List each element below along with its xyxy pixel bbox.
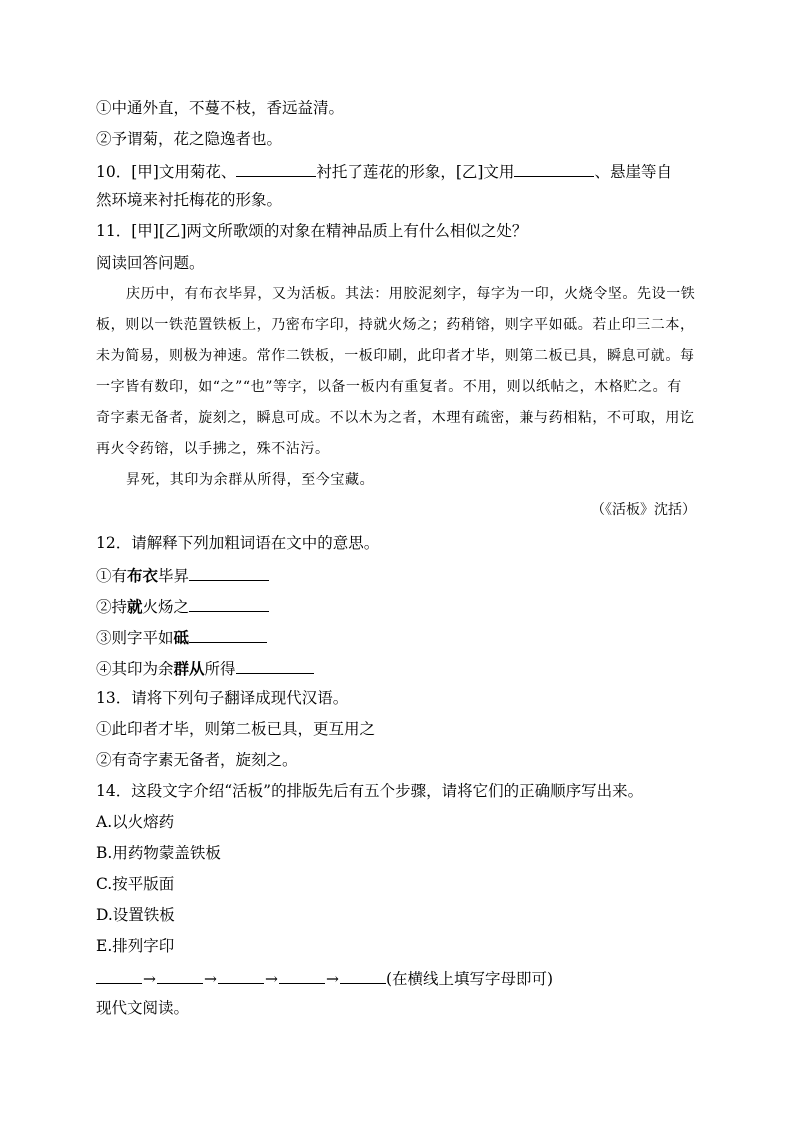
q14-option-e: E.排列字印: [96, 937, 175, 955]
q10-text-a: 10．[甲]文用菊花、: [96, 163, 237, 181]
q12-item-3-bold: 砥: [173, 628, 190, 647]
q12-item-1: [96, 564, 269, 586]
reading-prompt: 阅读回答问题。: [96, 254, 205, 272]
q14-answer-row: [96, 967, 553, 989]
q14-blank-4[interactable]: [279, 967, 325, 984]
question-12-stem: 12．请解释下列加粗词语在文中的意思。: [96, 534, 380, 552]
q12-item-4-blank[interactable]: [236, 657, 314, 674]
q12-item-3: [96, 626, 267, 648]
q12-item-3-pre: ③则字平如: [96, 629, 174, 647]
q12-item-1-post: 毕昇: [158, 567, 190, 585]
q14-option-d: D.设置铁板: [96, 906, 175, 924]
q14-blank-1[interactable]: [96, 967, 142, 984]
q12-item-4-post: 所得: [204, 660, 236, 678]
q13-sentence-2: ②有奇字素无备者，旋刻之。: [96, 751, 298, 769]
quote-line-1: ①中通外直，不蔓不枝，香远益清。: [96, 99, 345, 117]
q12-item-3-blank[interactable]: [189, 626, 267, 643]
question-10-line-2: 然环境来衬托梅花的形象。: [96, 191, 283, 209]
arrow-icon: →: [265, 970, 278, 988]
passage-source: （《活板》沈括）: [591, 502, 696, 518]
quote-line-2: ②予谓菊，花之隐逸者也。: [96, 130, 283, 148]
q12-item-2-bold: 就: [127, 597, 143, 616]
arrow-icon: →: [143, 970, 156, 988]
q12-item-1-pre: ①有: [96, 567, 128, 585]
arrow-icon: →: [204, 970, 217, 988]
q14-note: (在横线上填写字母即可): [386, 970, 554, 988]
passage-paragraph-2: 昇死，其印为余群从所得，至今宝藏。: [126, 472, 375, 488]
section-heading-modern-reading: 现代文阅读。: [96, 999, 190, 1017]
q12-item-2-blank[interactable]: [189, 595, 269, 612]
q12-item-4-pre: ④其印为余: [96, 660, 174, 678]
q13-sentence-1: ①此印者才毕，则第二板已具，更互用之: [96, 720, 376, 738]
q12-item-4-bold: 群从: [173, 659, 205, 678]
q14-blank-5[interactable]: [340, 967, 386, 984]
arrow-icon: →: [326, 970, 339, 988]
q14-blank-3[interactable]: [218, 967, 264, 984]
question-11: 11．[甲][乙]两文所歌颂的对象在精神品质上有什么相似之处？: [96, 222, 528, 240]
q10-blank-1[interactable]: [236, 160, 316, 177]
q12-item-1-blank[interactable]: [189, 564, 269, 581]
question-14-stem: 14．这段文字介绍“活板”的排版先后有五个步骤，请将它们的正确顺序写出来。: [96, 782, 644, 800]
q14-blank-2[interactable]: [157, 967, 203, 984]
q12-item-2: [96, 595, 269, 617]
q14-option-b: B.用药物蒙盖铁板: [96, 844, 221, 862]
q12-item-2-post: 火炀之: [142, 598, 190, 616]
question-10-line-1: [96, 160, 672, 182]
q10-text-b: 衬托了莲花的形象，[乙]文用: [316, 163, 515, 181]
q12-item-2-pre: ②持: [96, 598, 128, 616]
q12-item-4: [96, 657, 314, 679]
q14-option-a: A.以火熔药: [96, 813, 175, 831]
q10-text-c: 、悬崖等自: [594, 163, 672, 181]
question-13-stem: 13．请将下列句子翻译成现代汉语。: [96, 689, 349, 707]
q10-blank-2[interactable]: [514, 160, 594, 177]
q12-item-1-bold: 布衣: [127, 566, 159, 585]
q14-option-c: C.按平版面: [96, 875, 175, 893]
passage-paragraph-1: 庆历中，有布衣毕昇，又为活板。其法：用胶泥刻字，每字为一印，火烧令坚。先设一铁板，则以一铁范置铁板上，乃密布字印，持就火炀之；药稍镕，则字平如砥。若止印三二本，未为简易，则极为神速。常作二铁板，一板印刷，此印者才毕，则第二板已具，瞬息可就。每一字皆有数印，如“之”“也”等字，以备一板内有重复者。不用，则以纸帖之，木格贮之。有奇字素无备者，旋刻之，瞬息可成。不以木为之者，木理有疏密，兼与药相粘，不可取，用讫再火令药镕，以手拂之，殊不沾污。: [96, 286, 696, 457]
